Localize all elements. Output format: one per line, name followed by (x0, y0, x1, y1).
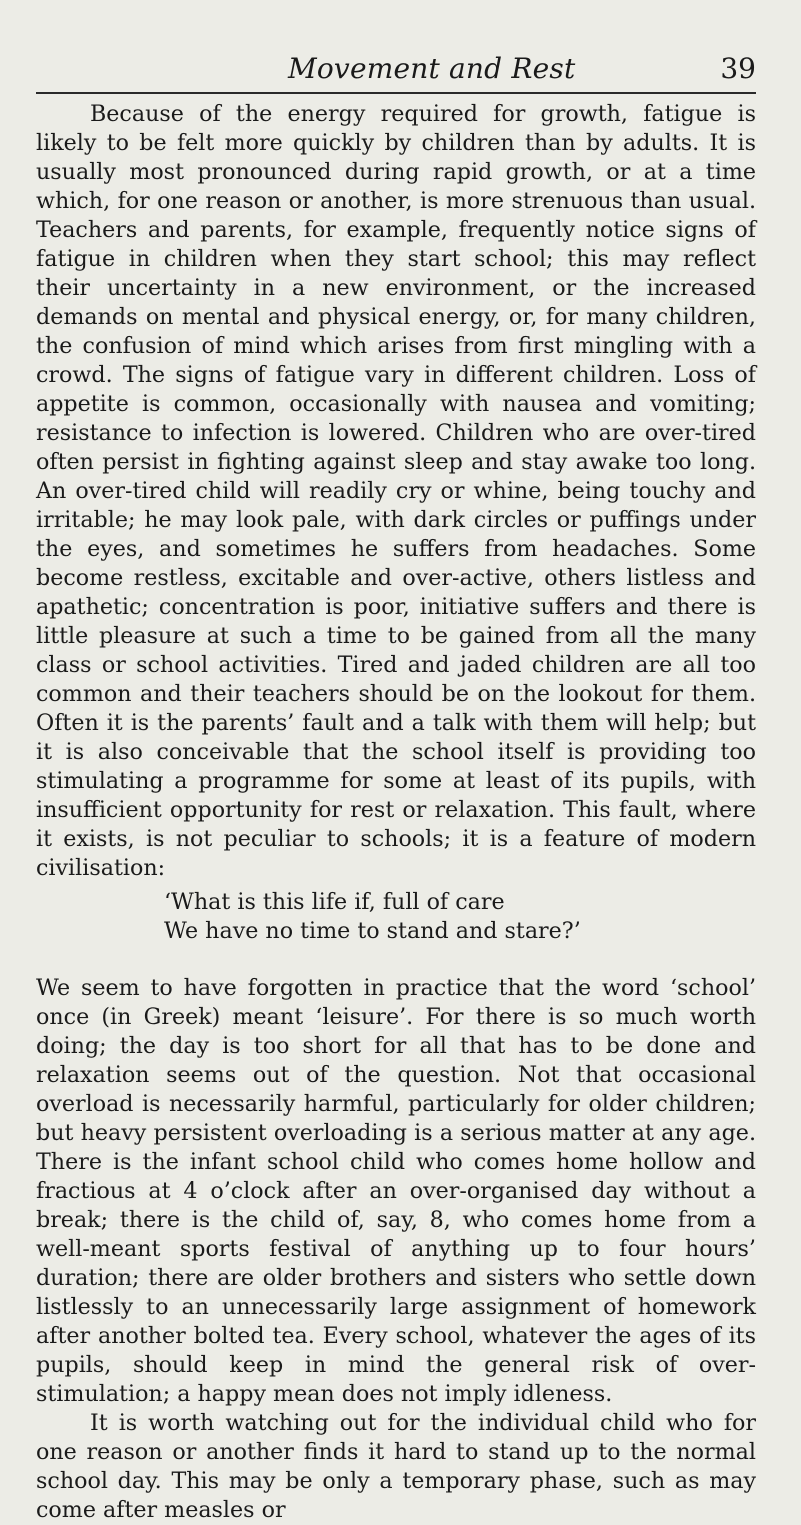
running-head (36, 50, 756, 94)
body-text (36, 100, 756, 1525)
paragraph-individual-child: It is worth watching out for the individual child who for one reason or another finds it hard to stand up to the normal school day. This may be only a temporary phase, such as may come after measles or (36, 1410, 756, 1523)
page-number: 39 (720, 52, 756, 85)
paragraph-fatigue-signs: Because of the energy required for growth, fatigue is likely to be felt more quickly by children than by adults. It is usually most pronounced during rapid growth, or at a time which, for one reason or another, is more strenuous than usual. Teachers and parents, for example, frequently notice signs of fatigue in children when they start school; this may reflect their uncertainty in a new environment, or the increased demands on mental and physical energy, or, for many children, the confusion of mind which arises from first mingling with a crowd. The signs of fatigue vary in different children. Loss of appetite is common, occasionally with nausea and vomiting; resistance to infection is lowered. Children who are over-tired often persist in fighting against sleep and stay awake too long. An over-tired child will readily cry or whine, being touchy and irritable; he may look pale, with dark circles or puffings under the eyes, and sometimes he suffers from headaches. Some become restless, excitable and over-active, others listless and apathetic; concentration is poor, initiative suffers and there is little pleasure at such a time to be gained from all the many class or school activities. Tired and jaded children are all too common and their teachers should be on the lookout for them. Often it is the parents’ fault and a talk with them will help; but it is also conceivable that the school itself is providing too stimulating a programme for some at least of its pupils, with insufficient opportunity for rest or relaxation. This fault, where it exists, is not peculiar to schools; it is a feature of modern civilisation: (36, 101, 756, 881)
paragraph-school-leisure: We seem to have forgotten in practice that the word ‘school’ once (in Greek) meant ‘leisure’. For there is so much worth doing; the day is too short for all that has to be done and relaxation seems out of the question. Not that occasional overload is necessarily harmful, particularly for older children; but heavy persistent overloading is a serious matter at any age. There is the infant school child who comes home hollow and fractious at 4 o’clock after an over-organised day without a break; there is the child of, say, 8, who comes home from a well-meant sports festival of anything up to four hours’ duration; there are older brothers and sisters who settle down listlessly to an unnecessarily large assignment of homework after another bolted tea. Every school, whatever the ages of its pupils, should keep in mind the general risk of over-stimulation; a happy mean does not imply idleness. (36, 975, 756, 1407)
poem-quotation (36, 888, 756, 946)
running-title: Movement and Rest (288, 52, 576, 85)
quote-line-1: ‘What is this life if, full of care (164, 889, 505, 915)
quote-line-2: We have no time to stand and stare?’ (164, 918, 581, 944)
